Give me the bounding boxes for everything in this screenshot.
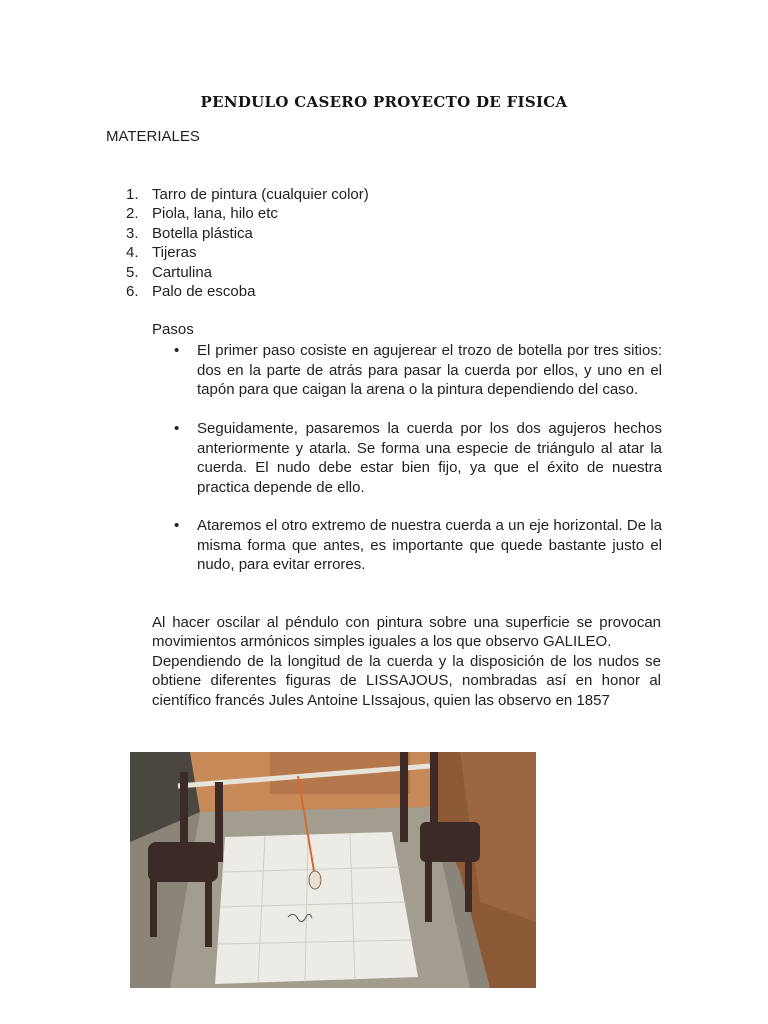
- list-number: 3.: [126, 224, 139, 242]
- conclusion-line: Dependiendo de la longitud de la cuerda y la disposición de los nudos se obtiene diferentes figuras de LISSAJOUS, nombradas así en honor al científico francés Jules Antoine LIssajous, quien las observo en 1857: [152, 652, 661, 709]
- list-item-text: Cartulina: [152, 263, 213, 281]
- list-item-text: Botella plástica: [152, 224, 253, 242]
- list-number: 4.: [126, 244, 139, 262]
- list-item: [126, 185, 369, 204]
- list-item: [126, 204, 369, 223]
- list-item: [126, 263, 369, 282]
- conclusion-line: Al hacer oscilar al péndulo con pintura sobre una superficie se provocan movimientos armónicos simples iguales a los que observo GALILEO.: [152, 614, 661, 651]
- bullet-icon: •: [174, 517, 180, 534]
- pendulum-photo-illustration: [130, 752, 536, 988]
- step-text: Seguidamente, pasaremos la cuerda por los dos agujeros hechos anteriormente y atarla. Se forma una especie de triángulo al atar la cuerda. El nudo debe estar bien fijo, ya que el éxito de nuestra practica depende de ello.: [197, 420, 662, 496]
- materials-heading: MATERIALES: [106, 128, 200, 145]
- list-item-text: Piola, lana, hilo etc: [152, 205, 278, 223]
- list-number: 5.: [126, 263, 139, 281]
- list-number: 6.: [126, 282, 139, 300]
- list-item-text: Tarro de pintura (cualquier color): [152, 186, 369, 203]
- list-item: [126, 224, 369, 243]
- list-number: 1.: [126, 186, 139, 203]
- pendulum-photo: [130, 752, 536, 988]
- bullet-icon: •: [174, 420, 180, 437]
- conclusion-paragraph: [152, 613, 661, 710]
- materials-list: [126, 185, 369, 301]
- page-title: PENDULO CASERO PROYECTO DE FISICA: [200, 93, 568, 111]
- list-item-text: Palo de escoba: [152, 282, 256, 300]
- bullet-icon: •: [174, 342, 180, 359]
- steps-heading: Pasos: [152, 321, 194, 338]
- list-item: [126, 282, 369, 301]
- list-number: 2.: [126, 205, 139, 223]
- list-item-text: Tijeras: [152, 244, 197, 262]
- step-text: El primer paso cosiste en agujerear el trozo de botella por tres sitios: dos en la parte de atrás para pasar la cuerda por ellos, y uno en el tapón para que caigan la arena o la pintura dependiendo del caso.: [197, 342, 662, 399]
- step-text: Ataremos el otro extremo de nuestra cuerda a un eje horizontal. De la misma forma que antes, es importante que quede bastante justo el nudo, para evitar errores.: [197, 517, 662, 574]
- list-item: [126, 243, 369, 262]
